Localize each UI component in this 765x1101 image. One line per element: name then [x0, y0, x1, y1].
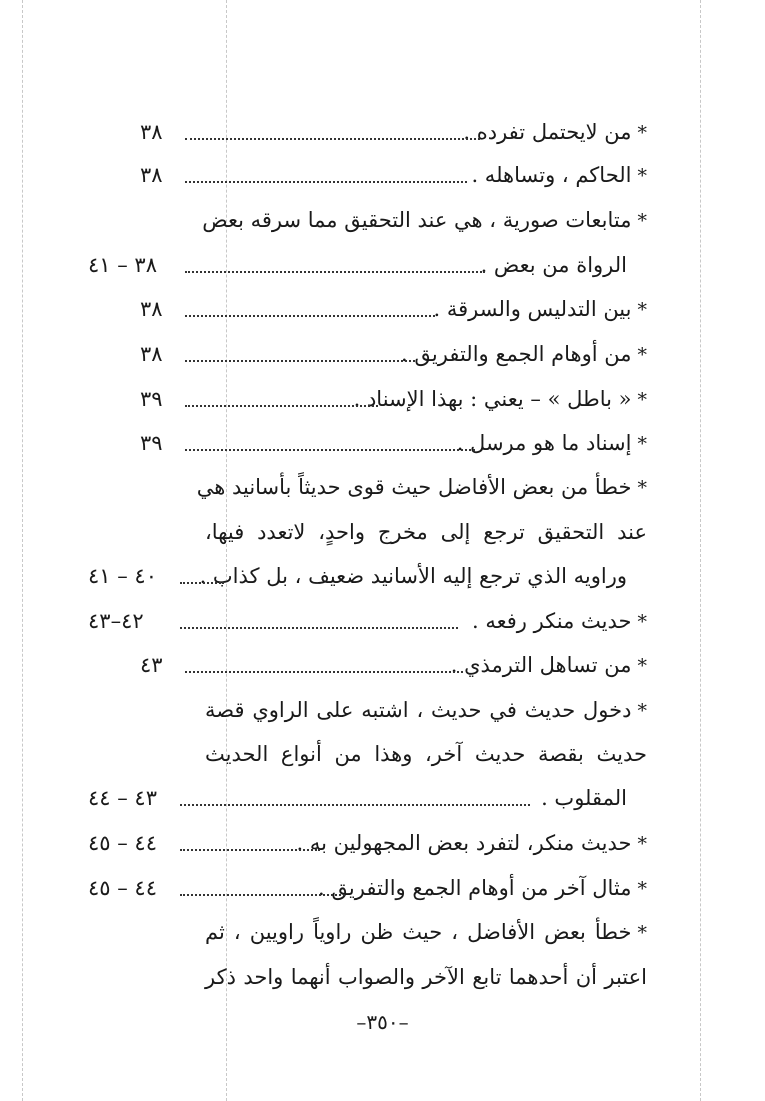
leader-dots	[185, 405, 378, 407]
toc-entry-continuation	[0, 510, 765, 554]
entry-text: *« باطل » – يعني : بهذا الإسناد .	[353, 387, 647, 411]
page-number: ٣٩	[140, 431, 163, 455]
page-number: ٤٠ – ٤١	[88, 564, 157, 588]
toc-entry	[0, 421, 765, 465]
toc-entry	[0, 866, 765, 910]
entry-text: *حديث منكر، لتفرد بعض المجهولين به .	[296, 831, 647, 855]
entry-text: وراويه الذي ترجع إليه الأسانيد ضعيف ، بل كذاب .	[199, 564, 627, 588]
leader-dots	[185, 671, 463, 673]
toc-entry	[0, 198, 765, 242]
entry-text: *دخول حديث في حديث ، اشتبه على الراوي قصة	[205, 698, 647, 722]
entry-text: *من لايحتمل تفرده .	[463, 120, 647, 144]
entry-text: *الحاكم ، وتساهله .	[471, 163, 647, 187]
toc-entry	[0, 287, 765, 331]
page-number: ٤٤ – ٤٥	[88, 876, 157, 900]
leader-dots	[185, 181, 467, 183]
leader-dots	[185, 138, 480, 140]
entry-text: المقلوب .	[541, 786, 627, 810]
entry-text: *خطأ من بعض الأفاضل حيث قوى حديثاً بأسانيد هي	[196, 475, 647, 499]
page-number: ٣٨	[140, 163, 163, 187]
page-number: ٤٤ – ٤٥	[88, 831, 157, 855]
toc-entry-continuation	[0, 243, 765, 287]
leader-dots	[185, 360, 415, 362]
toc-entry	[0, 821, 765, 865]
leader-dots	[180, 804, 530, 806]
toc-entry	[0, 465, 765, 509]
entry-text: *حديث منكر رفعه .	[471, 609, 647, 633]
leader-dots	[180, 849, 320, 851]
toc-entry	[0, 688, 765, 732]
entry-text: *من تساهل الترمذي .	[450, 653, 647, 677]
toc-entry-continuation	[0, 955, 765, 999]
leader-dots	[180, 894, 345, 896]
leader-dots	[185, 271, 485, 273]
toc-entry-continuation	[0, 776, 765, 820]
page-number: ٤٣	[140, 653, 163, 677]
page-number: ٤٢–٤٣	[88, 609, 144, 633]
leader-dots	[185, 315, 435, 317]
entry-text: *بين التدليس والسرقة .	[433, 297, 647, 321]
leader-dots	[180, 582, 224, 584]
toc-entry-continuation	[0, 554, 765, 598]
toc-entry-continuation	[0, 732, 765, 776]
entry-text: عند التحقيق ترجع إلى مخرج واحدٍ، لاتعدد فيها،	[205, 520, 647, 544]
entry-text: حديث بقصة حديث آخر، وهذا من أنواع الحديث	[205, 742, 647, 766]
entry-text: اعتبر أن أحدهما تابع الآخر والصواب أنهما واحد ذكر	[205, 965, 647, 989]
toc-entry	[0, 332, 765, 376]
entry-text: *إسناد ما هو مرسل .	[456, 431, 647, 455]
toc-entry	[0, 377, 765, 421]
page-number: ٣٨	[140, 297, 163, 321]
toc-entry	[0, 599, 765, 643]
page-number: ٣٨ – ٤١	[88, 253, 157, 277]
entry-text: *خطأ بعض الأفاضل ، حيث ظن راوياً راويين ، ثم	[205, 920, 647, 944]
page-footer-number: –٣٥٠–	[356, 1010, 409, 1034]
toc-entry	[0, 153, 765, 197]
page-number: ٤٣ – ٤٤	[88, 786, 157, 810]
toc-entry	[0, 910, 765, 954]
page-number: ٣٨	[140, 342, 163, 366]
entry-text: *مثال آخر من أوهام الجمع والتفريق .	[318, 876, 647, 900]
leader-dots	[180, 627, 458, 629]
entry-text: الرواة من بعض .	[480, 253, 627, 277]
page-number: ٣٩	[140, 387, 163, 411]
leader-dots	[185, 449, 475, 451]
entry-text: *من أوهام الجمع والتفريق .	[401, 342, 647, 366]
toc-entry	[0, 110, 765, 154]
entry-text: *متابعات صورية ، هي عند التحقيق مما سرقه بعض	[202, 208, 647, 232]
toc-entry	[0, 643, 765, 687]
page-number: ٣٨	[140, 120, 163, 144]
